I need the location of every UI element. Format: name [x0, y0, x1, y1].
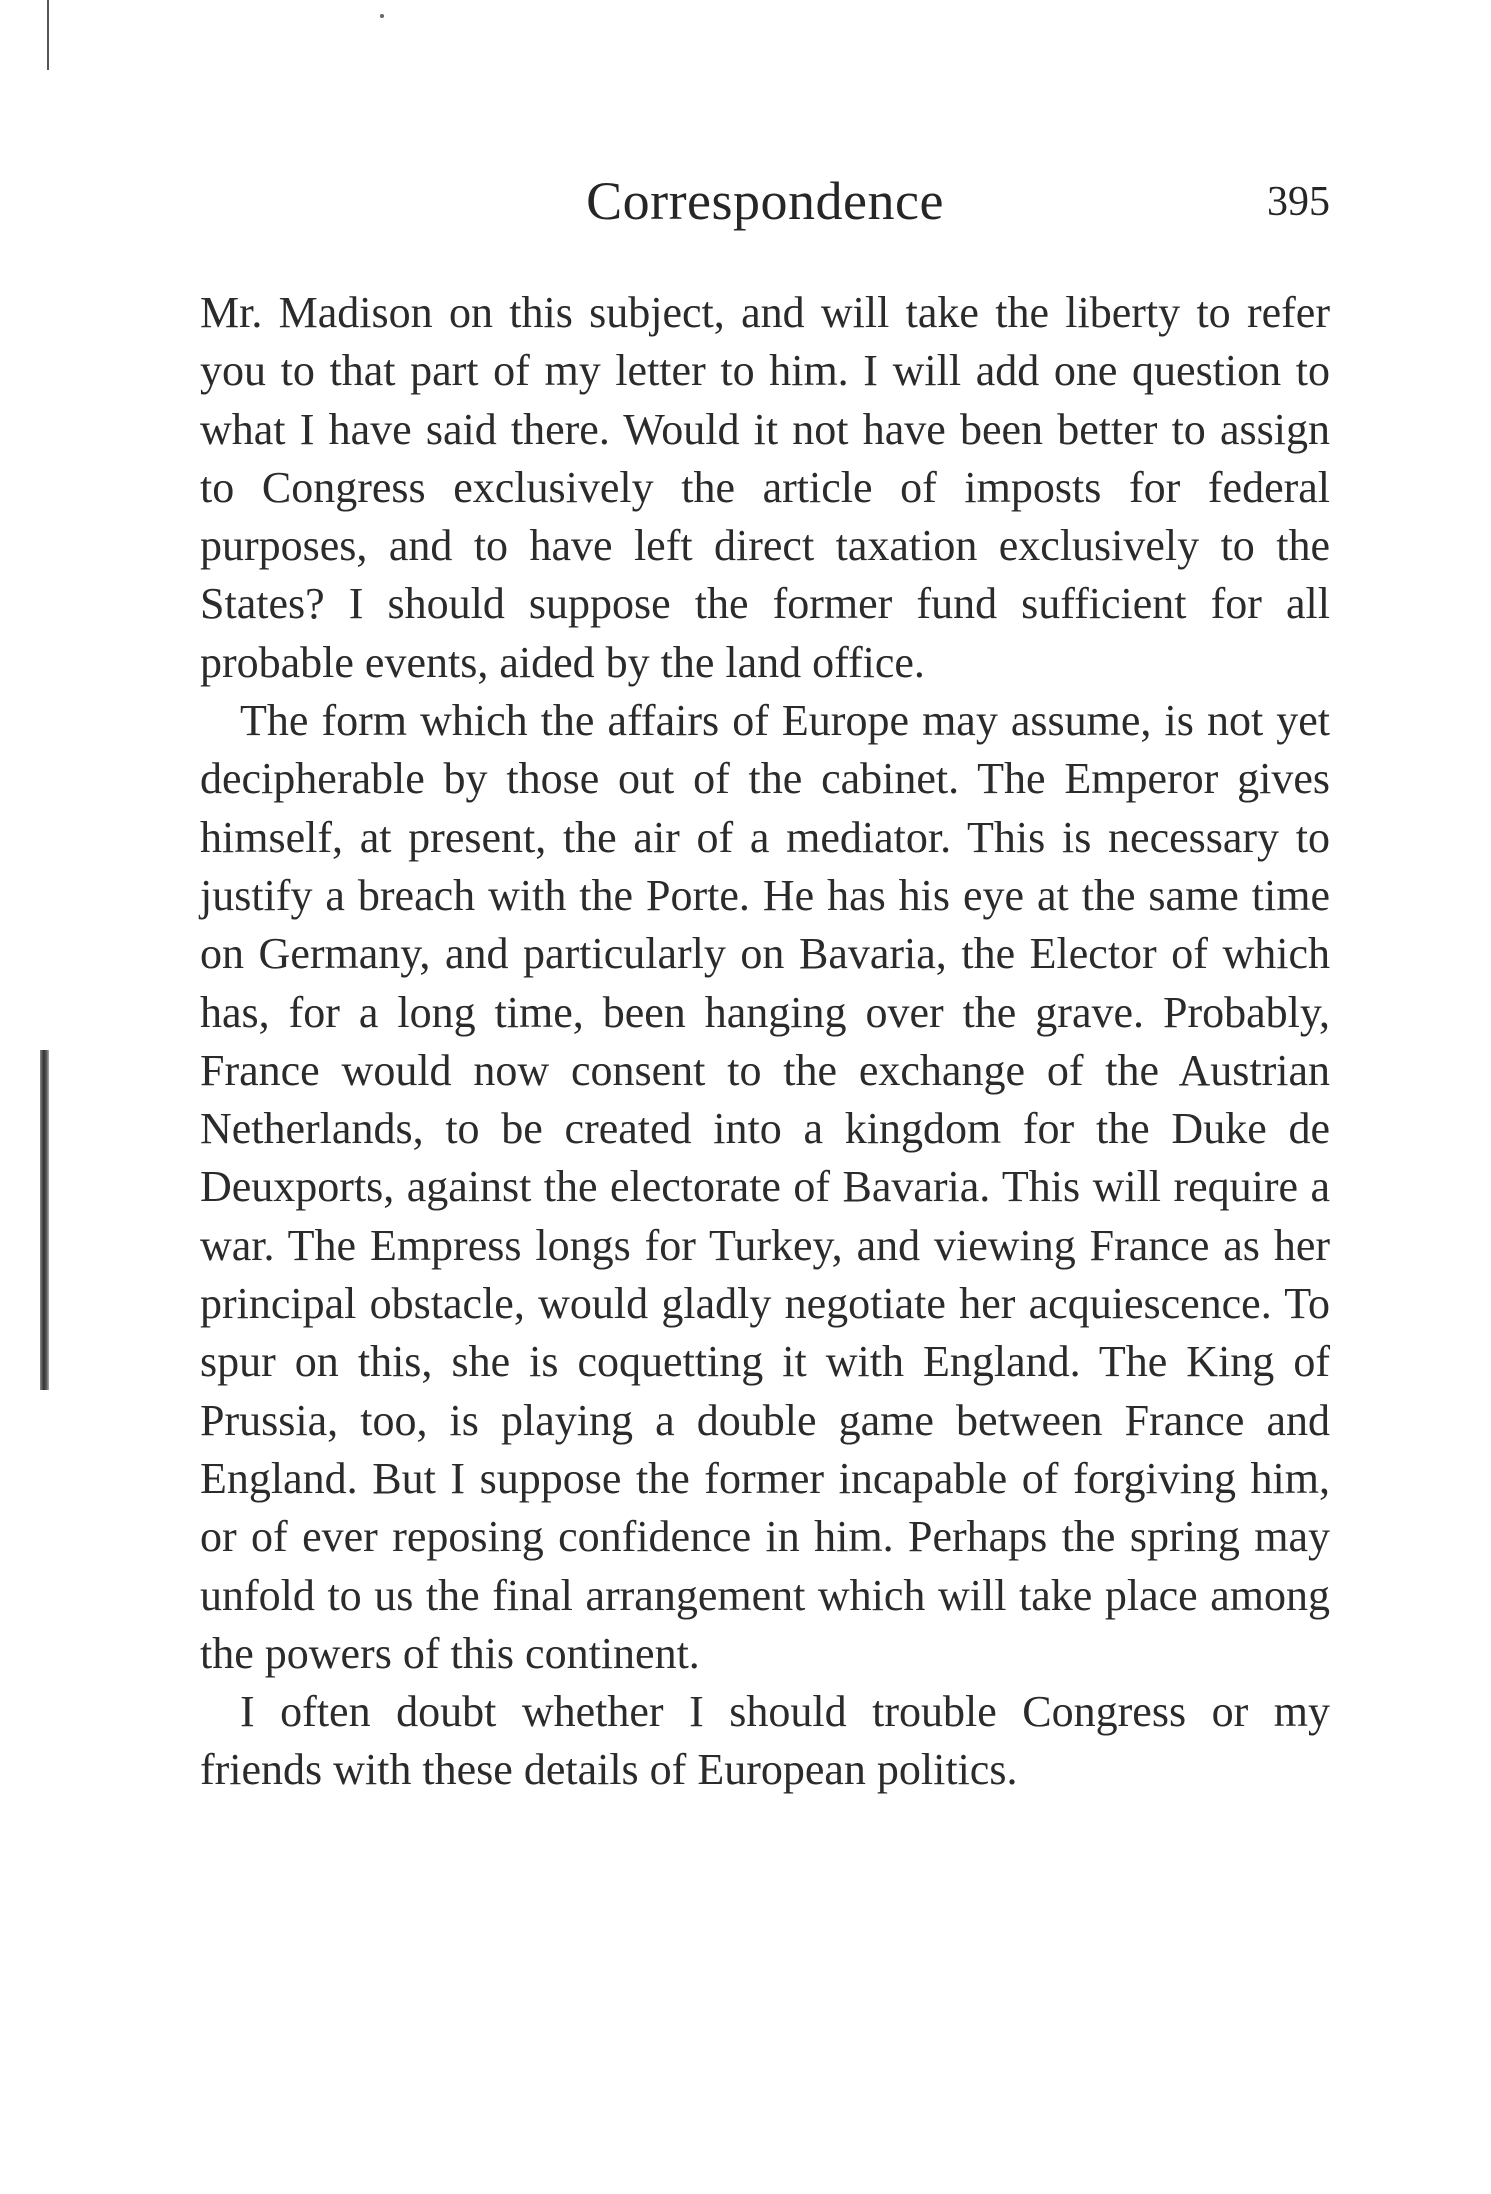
scan-binding-shadow: [40, 1050, 49, 1390]
paragraph-2: The form which the affairs of Europe may assume, is not yet decipherable by those out of the cabinet. The Emperor gives himself, at present, the air of a mediator. This is necessary to justify a breach with the Porte. He has his eye at the same time on Germany, and particularly on Bavaria, the Elector of which has, for a long time, been hanging over the grave. Probably, France would now consent to the exchange of the Austrian Netherlands, to be created into a kingdom for the Duke de Deuxports, against the electorate of Bavaria. This will require a war. The Empress longs for Turkey, and viewing France as her principal obstacle, would gladly negotiate her acquiescence. To spur on this, she is coquetting it with England. The King of Prussia, too, is playing a double game between France and England. But I suppose the former incapable of forgiving him, or of ever reposing confidence in him. Perhaps the spring may unfold to us the final arrangement which will take place among the powers of this continent.: [200, 696, 1330, 1678]
running-title: Correspondence: [586, 171, 944, 231]
paragraph-1: Mr. Madison on this subject, and will take the liberty to refer you to that part of my letter to him. I will add one question to what I have said there. Would it not have been better to assign to Congress exclusively the article of imposts for federal purposes, and to have left direct taxation exclusively to the States? I should suppose the former fund sufficient for all probable events, aided by the land office.: [200, 288, 1330, 687]
scan-edge-mark: [47, 0, 49, 70]
paragraph-3: I often doubt whether I should trouble Congress or my friends with these details of European politics.: [200, 1687, 1330, 1795]
body-text: [200, 284, 1330, 1800]
page-number: 395: [1267, 179, 1330, 225]
page-header: [200, 170, 1330, 240]
scan-dust-mark: [380, 14, 384, 18]
